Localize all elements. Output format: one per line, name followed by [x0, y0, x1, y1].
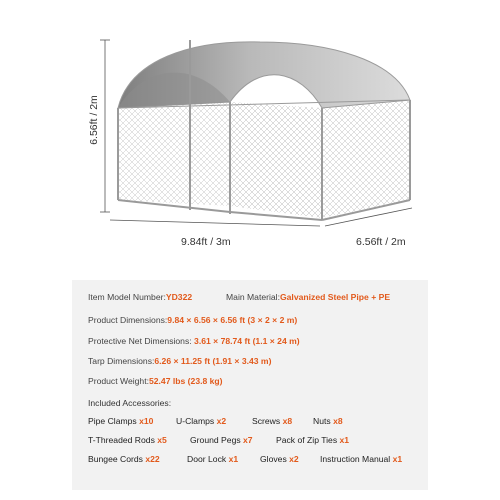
tarp-dimensions-value: 6.26 × 11.25 ft (1.91 × 3.43 m)	[154, 356, 272, 366]
weight-row	[88, 376, 223, 386]
material-label: Main Material:	[226, 292, 280, 302]
product-dimensions-row	[88, 315, 297, 325]
accessory-item: U-Clamps x2	[176, 416, 227, 426]
accessory-item: Nuts x8	[313, 416, 343, 426]
width-dimension-label: 9.84ft / 3m	[181, 236, 231, 248]
net-dimensions-value: 3.61 × 78.74 ft (1.1 × 24 m)	[194, 336, 300, 346]
net-dimensions-row	[88, 336, 300, 346]
accessory-item: Screws x8	[252, 416, 293, 426]
height-dimension-label: 6.56ft / 2m	[88, 95, 100, 145]
weight-label: Product Weight:	[88, 376, 149, 386]
material-row	[226, 292, 390, 302]
accessory-item: Door Lock x1	[187, 454, 239, 464]
accessory-item: Pipe Clamps x10	[88, 416, 154, 426]
material-value: Galvanized Steel Pipe + PE	[279, 292, 391, 302]
model-label: Item Model Number:	[88, 292, 166, 302]
tarp-dimensions-row	[88, 356, 271, 366]
accessory-item: T-Threaded Rods x5	[88, 435, 167, 445]
accessory-item: Bungee Cords x22	[88, 454, 160, 464]
product-dimensions-value: 9.84 × 6.56 × 6.56 ft (3 × 2 × 2 m)	[167, 315, 298, 325]
accessories-heading: Included Accessories:	[88, 398, 172, 408]
accessory-item: Gloves x2	[260, 454, 299, 464]
net-dimensions-label: Protective Net Dimensions:	[88, 336, 192, 346]
weight-value: 52.47 lbs (23.8 kg)	[148, 376, 223, 386]
depth-dimension-label: 6.56ft / 2m	[356, 236, 406, 248]
product-dimensions-label: Product Dimensions:	[88, 315, 168, 325]
accessory-item: Ground Pegs x7	[190, 435, 253, 445]
model-value: YD322	[165, 292, 193, 302]
model-row	[88, 292, 192, 302]
accessory-item: Pack of Zip Ties x1	[276, 435, 350, 445]
spec-panel	[72, 280, 428, 490]
accessory-item: Instruction Manual x1	[320, 454, 403, 464]
tarp-dimensions-label: Tarp Dimensions:	[88, 356, 155, 366]
